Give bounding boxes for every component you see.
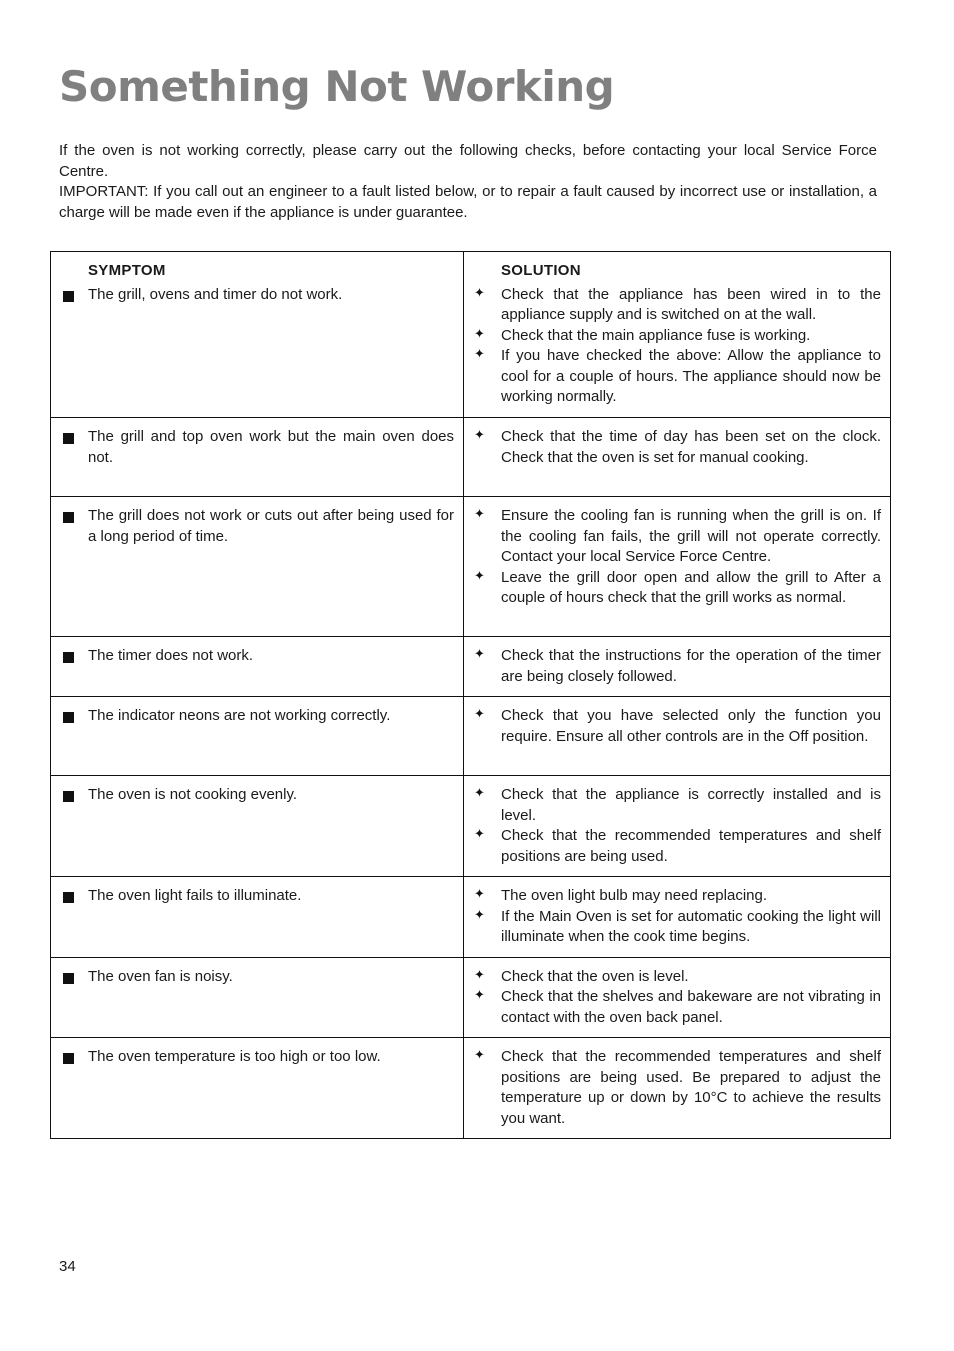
- solution-item: ✦ If the Main Oven is set for automatic cooking the light will illuminate when the cook time begins.: [501, 907, 881, 948]
- symptom-cell: [51, 877, 464, 958]
- solution-item: ✦ Check that the shelves and bakeware are not vibrating in contact with the oven back panel.: [501, 987, 881, 1028]
- symptom-cell: [51, 418, 464, 497]
- symptom-header: SYMPTOM: [88, 262, 166, 279]
- solution-cell: [464, 957, 891, 1038]
- symptom-text: The grill, ovens and timer do not work.: [88, 285, 454, 306]
- symptom-text: The grill and top oven work but the main oven does not.: [88, 427, 454, 468]
- symptom-text: The timer does not work.: [88, 646, 454, 667]
- important-notice: IMPORTANT: If you call out an engineer to a fault listed below, or to repair a fault caused by incorrect use or installation, a charge will be made even if the appliance is under guarantee.: [59, 183, 877, 221]
- solution-cell: [464, 697, 891, 776]
- symptom-cell: [51, 1038, 464, 1139]
- symptom-cell: [51, 697, 464, 776]
- page-number: 34: [59, 1258, 76, 1275]
- solution-cell: [464, 497, 891, 637]
- symptom-cell: [51, 776, 464, 877]
- solution-item: ✦ Check that you have selected only the function you require. Ensure all other controls are in the Off position.: [501, 706, 881, 747]
- table-row: [51, 497, 891, 637]
- symptom-text: The oven light fails to illuminate.: [88, 886, 454, 907]
- table-row: [51, 637, 891, 697]
- page-title: Something Not Working: [59, 62, 615, 111]
- solution-item: ✦ Leave the grill door open and allow the grill to After a couple of hours check that the grill works as normal.: [501, 568, 881, 609]
- solution-item: ✦ Check that the recommended temperatures and shelf positions are being used. Be prepared to adjust the temperature up or down by 10°C to achieve the results you want.: [501, 1047, 881, 1129]
- symptom-cell: [51, 957, 464, 1038]
- solution-item: ✦ Check that the instructions for the operation of the timer are being closely followed.: [501, 646, 881, 687]
- troubleshooting-table: [50, 251, 891, 1139]
- solution-item: ✦ Check that the appliance has been wired in to the appliance supply and is switched on at the wall.: [501, 285, 881, 326]
- solution-item: ✦ Check that the oven is level.: [501, 967, 881, 988]
- solution-item: ✦ If you have checked the above: Allow the appliance to cool for a couple of hours. The appliance should now be working normally.: [501, 346, 881, 408]
- solution-cell: [464, 1038, 891, 1139]
- table-row: [51, 252, 891, 418]
- table-row: [51, 418, 891, 497]
- table-row: [51, 1038, 891, 1139]
- solution-item: ✦ Check that the main appliance fuse is working.: [501, 326, 881, 347]
- solution-item: ✦ The oven light bulb may need replacing.: [501, 886, 881, 907]
- symptom-text: The grill does not work or cuts out after being used for a long period of time.: [88, 506, 454, 547]
- table-row: [51, 877, 891, 958]
- solution-item: ✦ Ensure the cooling fan is running when the grill is on. If the cooling fan fails, the grill will not operate correctly. Contact your local Service Force Centre.: [501, 506, 881, 568]
- table-row: [51, 957, 891, 1038]
- symptom-text: The oven temperature is too high or too low.: [88, 1047, 454, 1068]
- symptom-text: The oven fan is noisy.: [88, 967, 454, 988]
- solution-cell: [464, 637, 891, 697]
- solution-cell: [464, 418, 891, 497]
- solution-header: SOLUTION: [501, 262, 581, 279]
- solution-cell: [464, 776, 891, 877]
- symptom-text: The oven is not cooking evenly.: [88, 785, 454, 806]
- solution-item: ✦ Check that the recommended temperatures and shelf positions are being used.: [501, 826, 881, 867]
- solution-item: ✦ Check that the time of day has been set on the clock. Check that the oven is set for manual cooking.: [501, 427, 881, 468]
- symptom-cell: [51, 497, 464, 637]
- solution-cell: [464, 252, 891, 418]
- intro-text: [59, 141, 877, 223]
- symptom-cell: [51, 637, 464, 697]
- solution-item: ✦ Check that the appliance is correctly installed and is level.: [501, 785, 881, 826]
- solution-cell: [464, 877, 891, 958]
- symptom-cell: [51, 252, 464, 418]
- table-row: [51, 776, 891, 877]
- intro-paragraph: If the oven is not working correctly, please carry out the following checks, before contacting your local Service Force Centre.: [59, 142, 877, 180]
- table-row: [51, 697, 891, 776]
- symptom-text: The indicator neons are not working correctly.: [88, 706, 454, 727]
